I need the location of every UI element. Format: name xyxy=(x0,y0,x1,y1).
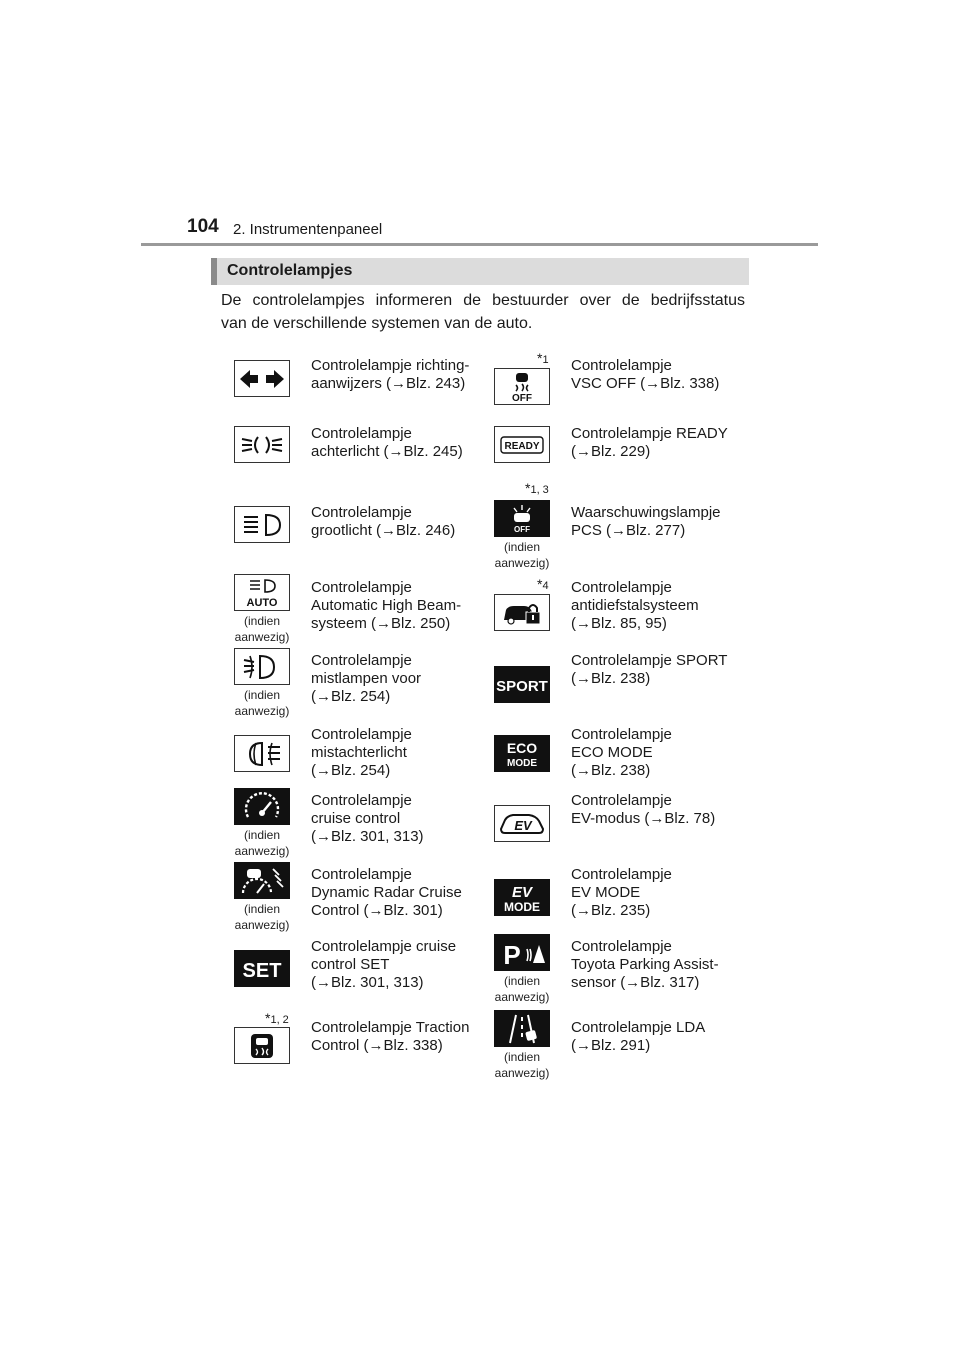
chapter-title: 2. Instrumentenpaneel xyxy=(233,221,383,238)
description-line: antidiefstalsysteem xyxy=(571,597,699,614)
indicator-description xyxy=(311,792,481,846)
optional-note-line: (indien xyxy=(503,974,541,988)
sport-icon xyxy=(494,666,550,703)
description-line: (→Blz. 301, 313) xyxy=(311,974,424,991)
description-line: Controlelampje xyxy=(571,866,672,883)
optional-note xyxy=(487,1049,557,1081)
optional-note-line: aanwezig) xyxy=(234,704,290,718)
description-line: VSC OFF (→Blz. 338) xyxy=(571,375,720,392)
footnote-marker: *4 xyxy=(537,576,549,592)
pcs-icon xyxy=(494,500,550,537)
description-line: Controlelampje SPORT xyxy=(571,652,728,669)
indicator-description xyxy=(311,357,481,393)
description-line: Controlelampje xyxy=(311,726,412,743)
description-line: (→Blz. 254) xyxy=(311,688,391,705)
indicator-description xyxy=(571,579,741,633)
indicator-description xyxy=(571,652,741,688)
indicator-icon-cell xyxy=(487,805,557,842)
description-line: sensor (→Blz. 317) xyxy=(571,974,700,991)
icon-label: SET xyxy=(242,959,282,982)
svg-text:OFF: OFF xyxy=(512,392,532,403)
intro-line: De controlelampjes informeren de bestuurder over de bedrijfsstatus xyxy=(221,292,745,309)
optional-note xyxy=(227,687,297,719)
ready-icon xyxy=(494,426,550,463)
optional-note-line: aanwezig) xyxy=(494,556,550,570)
description-line: Controlelampje Traction xyxy=(311,1019,470,1036)
description-line: cruise control xyxy=(311,810,401,827)
optional-note-line: (indien xyxy=(243,614,281,628)
indicator-description xyxy=(571,425,741,461)
description-line: achterlicht (→Blz. 245) xyxy=(311,443,463,460)
indicator-icon-cell xyxy=(227,1027,297,1064)
description-line: (→Blz. 238) xyxy=(571,762,651,779)
indicator-description xyxy=(571,938,741,992)
description-line: Controlelampje xyxy=(311,504,412,521)
description-line: EV-modus (→Blz. 78) xyxy=(571,810,716,827)
optional-note-line: (indien xyxy=(243,828,281,842)
optional-note-line: aanwezig) xyxy=(494,990,550,1004)
front-fog-icon xyxy=(234,648,290,685)
parking-assist-icon xyxy=(494,934,550,971)
indicator-description xyxy=(571,866,741,920)
description-line: (→Blz. 235) xyxy=(571,902,651,919)
indicator-description xyxy=(571,1019,741,1055)
description-line: Waarschuwingslampje xyxy=(571,504,721,521)
indicator-icon-cell xyxy=(227,950,297,987)
optional-note-line: aanwezig) xyxy=(234,918,290,932)
icon-label: SPORT xyxy=(496,677,548,695)
indicator-description xyxy=(311,425,481,461)
indicator-description xyxy=(311,866,481,920)
description-line: Control (→Blz. 301) xyxy=(311,902,443,919)
optional-note-line: aanwezig) xyxy=(494,1066,550,1080)
indicator-icon-cell xyxy=(227,735,297,772)
description-line: mistlampen voor xyxy=(311,670,422,687)
optional-note-line: aanwezig) xyxy=(234,630,290,644)
optional-note xyxy=(487,973,557,1005)
description-line: systeem (→Blz. 250) xyxy=(311,615,451,632)
icon-label: P xyxy=(503,939,521,969)
indicator-description xyxy=(311,1019,481,1055)
indicator-icon-cell xyxy=(227,862,297,933)
lda-icon xyxy=(494,1010,550,1047)
indicator-icon-cell xyxy=(487,1010,557,1081)
dynamic-radar-cruise-icon xyxy=(234,862,290,899)
indicator-icon-cell xyxy=(487,934,557,1005)
header-divider xyxy=(141,243,818,246)
optional-note-line: (indien xyxy=(243,688,281,702)
optional-note xyxy=(227,901,297,933)
description-line: ECO MODE xyxy=(571,744,653,761)
page-number: 104 xyxy=(187,216,219,237)
description-line: Controlelampje xyxy=(571,726,672,743)
description-line: (→Blz. 254) xyxy=(311,762,391,779)
description-line: Controlelampje richting- xyxy=(311,357,470,374)
icon-label: EV xyxy=(514,817,532,833)
description-line: Controlelampje xyxy=(311,579,412,596)
indicator-description xyxy=(311,652,481,706)
icon-label: AUTO xyxy=(246,596,278,609)
description-line: mistachterlicht xyxy=(311,744,407,761)
optional-note xyxy=(227,613,297,645)
description-line: control SET xyxy=(311,956,390,973)
indicator-description xyxy=(311,938,481,992)
description-line: grootlicht (→Blz. 246) xyxy=(311,522,456,539)
description-line: Control (→Blz. 338) xyxy=(311,1037,443,1054)
footnote-number: 4 xyxy=(542,580,549,592)
cruise-control-icon xyxy=(234,788,290,825)
description-line: Dynamic Radar Cruise xyxy=(311,884,462,901)
auto-high-beam-icon xyxy=(234,574,290,611)
description-line: (→Blz. 238) xyxy=(571,670,651,687)
indicator-description xyxy=(571,726,741,780)
description-line: (→Blz. 229) xyxy=(571,443,651,460)
cruise-set-icon xyxy=(234,950,290,987)
optional-note-line: (indien xyxy=(503,540,541,554)
section-heading-bar xyxy=(211,258,749,285)
description-line: PCS (→Blz. 277) xyxy=(571,522,686,539)
footnote-number: 1 xyxy=(542,354,549,366)
optional-note-line: (indien xyxy=(243,902,281,916)
description-line: Controlelampje xyxy=(311,866,412,883)
high-beam-icon xyxy=(234,506,290,543)
turn-signal-icon xyxy=(234,360,290,397)
description-line: Controlelampje xyxy=(311,425,412,442)
footnote-marker: *1, 2 xyxy=(265,1010,289,1026)
indicator-icon-cell xyxy=(227,426,297,463)
indicator-icon-cell xyxy=(487,368,557,405)
footnote-number: 1, 2 xyxy=(270,1014,289,1026)
tail-light-icon xyxy=(234,426,290,463)
indicator-icon-cell xyxy=(227,788,297,859)
indicator-icon-cell xyxy=(487,500,557,571)
description-line: Controlelampje xyxy=(571,579,672,596)
rear-fog-icon xyxy=(234,735,290,772)
optional-note xyxy=(227,827,297,859)
description-line: Controlelampje cruise xyxy=(311,938,457,955)
description-line: Controlelampje READY xyxy=(571,425,728,442)
icon-label: MODE xyxy=(504,899,540,914)
indicator-description xyxy=(571,792,741,828)
ev-mode-icon xyxy=(494,879,550,916)
anti-theft-icon xyxy=(494,594,550,631)
indicator-icon-cell xyxy=(227,506,297,543)
description-line: Controlelampje xyxy=(571,938,672,955)
indicator-description xyxy=(311,726,481,780)
indicator-icon-cell xyxy=(227,574,297,645)
section-title: Controlelampjes xyxy=(227,262,353,279)
indicator-description xyxy=(571,504,741,540)
indicator-description xyxy=(311,504,481,540)
description-line: (→Blz. 291) xyxy=(571,1037,651,1054)
description-line: Controlelampje xyxy=(311,652,412,669)
intro-paragraph xyxy=(221,289,745,335)
description-line: Toyota Parking Assist- xyxy=(571,956,719,973)
footnote-marker: *1, 3 xyxy=(525,480,549,496)
indicator-icon-cell xyxy=(487,879,557,916)
footnote-number: 1, 3 xyxy=(530,484,549,496)
indicator-description xyxy=(311,579,481,633)
indicator-description xyxy=(571,357,741,393)
description-line: Controlelampje xyxy=(571,357,672,374)
optional-note xyxy=(487,539,557,571)
description-line: Controlelampje LDA xyxy=(571,1019,706,1036)
indicator-icon-cell xyxy=(487,735,557,772)
eco-mode-icon xyxy=(494,735,550,772)
icon-label: ECO xyxy=(506,739,538,756)
description-line: (→Blz. 85, 95) xyxy=(571,615,667,632)
traction-control-icon xyxy=(234,1027,290,1064)
indicator-icon-cell xyxy=(487,666,557,703)
optional-note-line: aanwezig) xyxy=(234,844,290,858)
description-line: Controlelampje xyxy=(311,792,412,809)
vsc-off-icon xyxy=(494,368,550,405)
indicator-icon-cell xyxy=(227,648,297,719)
intro-line: van de verschillende systemen van de auto. xyxy=(221,315,533,332)
optional-note-line: (indien xyxy=(503,1050,541,1064)
footnote-marker: *1 xyxy=(537,350,549,366)
indicator-icon-cell xyxy=(487,426,557,463)
ev-mode-car-icon xyxy=(494,805,550,842)
icon-label: READY xyxy=(504,440,540,452)
indicator-icon-cell xyxy=(227,360,297,397)
icon-label: OFF xyxy=(514,524,530,534)
description-line: Controlelampje xyxy=(571,792,672,809)
description-line: Automatic High Beam- xyxy=(311,597,462,614)
icon-label: EV xyxy=(511,883,533,901)
icon-label: MODE xyxy=(507,757,537,769)
description-line: aanwijzers (→Blz. 243) xyxy=(311,375,466,392)
indicator-icon-cell xyxy=(487,594,557,631)
description-line: (→Blz. 301, 313) xyxy=(311,828,424,845)
description-line: EV MODE xyxy=(571,884,641,901)
